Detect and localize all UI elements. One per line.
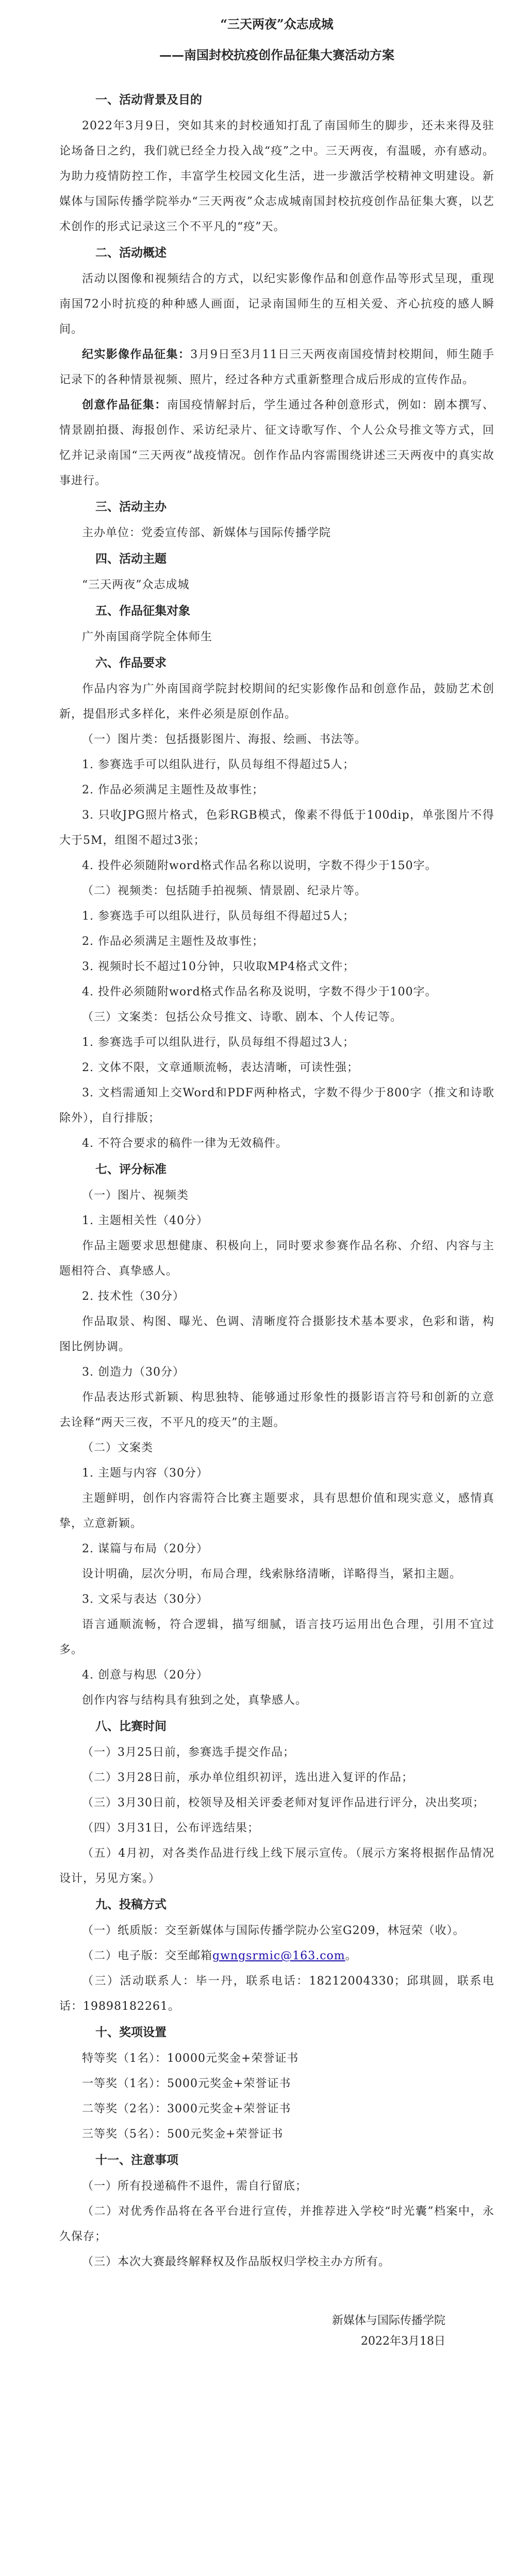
paragraph (59, 1131, 494, 1156)
paragraph-text: 1. 参赛选手可以组队进行，队员每组不得超过3人； (82, 1036, 355, 1049)
paragraph-text: 2. 作品必须满足主题性及故事性； (82, 784, 264, 796)
paragraph (59, 954, 494, 979)
section (59, 87, 494, 240)
paragraph (59, 1816, 494, 1841)
paragraph (59, 929, 494, 954)
section-heading: 六、作品要求 (95, 656, 167, 670)
paragraph-text: （三）本次大赛最终解释权及作品版权归学校主办方所有。 (82, 2256, 391, 2268)
paragraph-lead: 纪实影像作品征集： (82, 348, 191, 361)
paragraph-text: 3. 文档需通知上交Word和PDF两种格式，字数不得少于800字（推文和诗歌除外），自行排版； (59, 1087, 494, 1125)
paragraph (59, 2096, 494, 2122)
paragraph (59, 1918, 494, 1943)
paragraph (59, 1562, 494, 1587)
paragraph-text-tail: 。 (345, 1950, 357, 1962)
paragraph (59, 2249, 494, 2275)
paragraph (59, 1385, 494, 1435)
paragraph-text: 1. 主题与内容（30分） (82, 1467, 208, 1480)
paragraph (59, 1790, 494, 1816)
paragraph-text: （一）3月25日前，参赛选手提交作品； (82, 1746, 295, 1759)
section-heading: 八、比赛时间 (95, 1719, 167, 1733)
paragraph-text: 2. 文体不限，文章通顺流畅，表达清晰，可读性强； (82, 1061, 359, 1074)
signature-org: 新媒体与国际传播学院 (331, 2314, 445, 2327)
paragraph-text: （一）图片类：包括摄影图片、海报、绘画、书法等。 (82, 733, 367, 746)
section-heading: 九、投稿方式 (95, 1897, 167, 1911)
signature-spacer (59, 2275, 494, 2311)
paragraph (59, 1005, 494, 1030)
paragraph-text: （三）3月30日前，校领导及相关评委老师对复评作品进行评分，决出奖项； (82, 1797, 485, 1809)
paragraph (59, 1233, 494, 1284)
paragraph-text: 三等奖（5名）：500元奖金+荣誉证书 (82, 2128, 284, 2141)
email-link[interactable]: gwngsrmic@163.com (212, 1950, 345, 1962)
section-heading: 四、活动主题 (95, 552, 167, 566)
document-subtitle: ——南国封校抗疫创作品征集大赛活动方案 (159, 47, 394, 62)
paragraph-text: （二）文案类 (82, 1442, 154, 1454)
paragraph-text: 4. 创意与构思（20分） (82, 1669, 208, 1682)
paragraph-text: 主办单位：党委宣传部、新媒体与国际传播学院 (82, 527, 331, 539)
paragraph (59, 777, 494, 803)
paragraph-text: 创作内容与结构具有独到之处，真挚感人。 (82, 1694, 308, 1707)
paragraph-lead: 创意作品征集： (82, 398, 167, 412)
paragraph-text: （一）所有投递稿件不退件，需自行留底； (82, 2180, 308, 2193)
paragraph (59, 803, 494, 853)
section-heading: 一、活动背景及目的 (95, 93, 202, 107)
paragraph-text: 2. 谋篇与布局（20分） (82, 1543, 208, 1555)
section (59, 650, 494, 1156)
paragraph (59, 572, 494, 598)
paragraph-text: 3. 文采与表达（30分） (82, 1593, 208, 1606)
paragraph-text: 南国疫情解封后，学生通过各种创意形式，例如：剧本撰写、情景剧拍摄、海报创作、采访纪录片、征文诗歌写作、个人公众号推文等方式，回忆并记录南国“三天两夜”战疫情况。创作作品内容需围绕讲述三天两夜中的真实故事进行。 (59, 399, 494, 487)
section (59, 2147, 494, 2275)
paragraph (59, 1943, 494, 1969)
paragraph-text: 1. 主题相关性（40分） (82, 1214, 208, 1227)
paragraph-text: 2. 技术性（30分） (82, 1290, 185, 1303)
paragraph-text: （二）3月28日前，承办单位组织初评，选出进入复评的作品； (82, 1771, 413, 1784)
paragraph (59, 2071, 494, 2096)
section (59, 1713, 494, 1891)
paragraph-text: “三天两夜”众志成城 (82, 579, 190, 591)
paragraph (59, 520, 494, 546)
paragraph (59, 2046, 494, 2071)
paragraph (59, 904, 494, 929)
paragraph (59, 1740, 494, 1765)
paragraph (59, 266, 494, 342)
paragraph-text: 语言通顺流畅，符合逻辑，描写细腻，语言技巧运用出色合理，引用不宜过多。 (59, 1618, 494, 1656)
paragraph (59, 393, 494, 494)
paragraph-text: 4. 投件必须随附word格式作品名称及说明，字数不得少于100字。 (82, 986, 437, 998)
paragraph-text: 活动以图像和视频结合的方式，以纪实影像作品和创意作品等形式呈现，重现南国72小时抗疫的种种感人画面，记录南国师生的互相关爱、齐心抗疫的感人瞬间。 (59, 273, 494, 336)
paragraph-text: （三）活动联系人：毕一丹，联系电话：18212004330；邱琪圆，联系电话：19898182261。 (59, 1975, 494, 2013)
paragraph (59, 1612, 494, 1663)
paragraph (59, 113, 494, 240)
paragraph (59, 1486, 494, 1536)
paragraph-text: 3. 创造力（30分） (82, 1366, 185, 1379)
paragraph (59, 1208, 494, 1233)
paragraph (59, 878, 494, 904)
section-heading: 二、活动概述 (95, 246, 167, 260)
paragraph (59, 1765, 494, 1790)
paragraph (59, 1360, 494, 1385)
paragraph-text: 4. 投件必须随附word格式作品名称以说明，字数不得少于150字。 (82, 859, 437, 872)
paragraph-text: 1. 参赛选手可以组队进行，队员每组不得超过5人； (82, 910, 355, 923)
paragraph-text: 作品取景、构图、曝光、色调、清晰度符合摄影技术基本要求，色彩和谐，构图比例协调。 (59, 1315, 494, 1353)
paragraph-text: 3. 视频时长不超过10分钟，只收取MP4格式文件； (82, 960, 355, 973)
paragraph (59, 1080, 494, 1131)
document-title: “三天两夜”众志成城 (220, 16, 334, 31)
paragraph-text: （四）3月31日，公布评选结果； (82, 1822, 259, 1835)
paragraph (59, 979, 494, 1005)
paragraph-text: 4. 不符合要求的稿件一律为无效稿件。 (82, 1137, 288, 1150)
section (59, 1156, 494, 1713)
paragraph-text: （五）4月初，对各类作品进行线上线下展示宣传。（展示方案将根据作品情况设计，另见方案。） (59, 1847, 494, 1885)
paragraph-text: 特等奖（1名）：10000元奖金+荣誉证书 (82, 2052, 299, 2065)
paragraph (59, 1435, 494, 1461)
paragraph (59, 1536, 494, 1562)
paragraph-text: （二）电子版：交至邮箱 (82, 1950, 213, 1962)
paragraph-text: 广外南国商学院全体师生 (82, 631, 213, 643)
paragraph-text: 设计明确，层次分明，布局合理，线索脉络清晰，详略得当，紧扣主题。 (82, 1568, 462, 1581)
section (59, 1891, 494, 2019)
paragraph (59, 1461, 494, 1486)
section-heading: 五、作品征集对象 (95, 604, 190, 618)
section-heading: 十、奖项设置 (95, 2025, 167, 2039)
paragraph (59, 1309, 494, 1360)
paragraph (59, 2199, 494, 2249)
paragraph (59, 2122, 494, 2147)
paragraph (59, 624, 494, 650)
paragraph-text: 作品主题要求思想健康、积极向上，同时要求参赛作品名称、介绍、内容与主题相符合、真挚感人。 (59, 1240, 494, 1278)
paragraph (59, 1969, 494, 2019)
sections-container (59, 87, 494, 2275)
paragraph (59, 752, 494, 777)
paragraph (59, 2174, 494, 2199)
section-heading: 十一、注意事项 (95, 2153, 178, 2167)
section-heading: 三、活动主办 (95, 500, 167, 514)
paragraph-text: （二）对优秀作品将在各平台进行宣传，并推荐进入学校“时光囊”档案中，永久保存； (59, 2205, 494, 2243)
paragraph-text: 作品表达形式新颖、构思独特、能够通过形象性的摄影语言符号和创新的立意去诠释“两天三夜，不平凡的疫天”的主题。 (59, 1391, 494, 1429)
paragraph-text: 3月9日至3月11日三天两夜南国疫情封校期间，师生随手记录下的各种情景视频、照片，经过各种方式重新整理合成后形成的宣传作品。 (59, 348, 494, 386)
signature-date: 2022年3月18日 (361, 2335, 445, 2348)
section (59, 494, 494, 546)
paragraph-text: （一）图片、视频类 (82, 1189, 189, 1202)
paragraph-text: （一）纸质版：交至新媒体与国际传播学院办公室G209，林冠荣（收）。 (82, 1924, 465, 1937)
paragraph (59, 1688, 494, 1713)
paragraph-text: 2. 作品必须满足主题性及故事性； (82, 935, 264, 948)
paragraph (59, 1183, 494, 1208)
section (59, 240, 494, 494)
paragraph (59, 1030, 494, 1055)
paragraph-text: 作品内容为广外南国商学院封校期间的纪实影像作品和创意作品，鼓励艺术创新，提倡形式多样化，来件必须是原创作品。 (59, 683, 494, 721)
paragraph-text: （二）视频类：包括随手拍视频、情景剧、纪录片等。 (82, 885, 367, 897)
paragraph-text: 2022年3月9日，突如其来的封校通知打乱了南国师生的脚步，还未来得及驻论场备日之约，我们就已经全力投入战“疫”之中。三天两夜，有温暖，亦有感动。为助力疫情防控工作，丰富学生校园文化生活，进一步激活学校精神文明建设。新媒体与国际传播学院举办“三天两夜”众志成城南国封校抗疫创作品征集大赛，以艺术创作的形式记录这三个不平凡的“疫”天。 (59, 120, 494, 233)
section-heading: 七、评分标准 (95, 1162, 167, 1176)
paragraph (59, 1055, 494, 1080)
section (59, 2019, 494, 2147)
paragraph (59, 853, 494, 878)
paragraph (59, 1841, 494, 1891)
paragraph (59, 676, 494, 727)
paragraph-text: 二等奖（2名）：3000元奖金+荣誉证书 (82, 2103, 291, 2115)
paragraph (59, 1284, 494, 1309)
paragraph-text: （三）文案类：包括公众号推文、诗歌、剧本、个人传记等。 (82, 1011, 403, 1024)
paragraph-text: 主题鲜明，创作内容需符合比赛主题要求，具有思想价值和现实意义，感情真挚，立意新颖。 (59, 1492, 494, 1530)
section (59, 546, 494, 598)
paragraph (59, 727, 494, 752)
paragraph (59, 1663, 494, 1688)
paragraph-text: 3. 只收JPG照片格式，色彩RGB模式，像素不得低于100dip，单张图片不得大于5M，组图不超过3张； (59, 809, 494, 847)
paragraph-text: 一等奖（1名）：5000元奖金+荣誉证书 (82, 2077, 291, 2090)
paragraph (59, 342, 494, 393)
section (59, 598, 494, 650)
paragraph-text: 1. 参赛选手可以组队进行，队员每组不得超过5人； (82, 758, 355, 771)
paragraph (59, 1587, 494, 1612)
